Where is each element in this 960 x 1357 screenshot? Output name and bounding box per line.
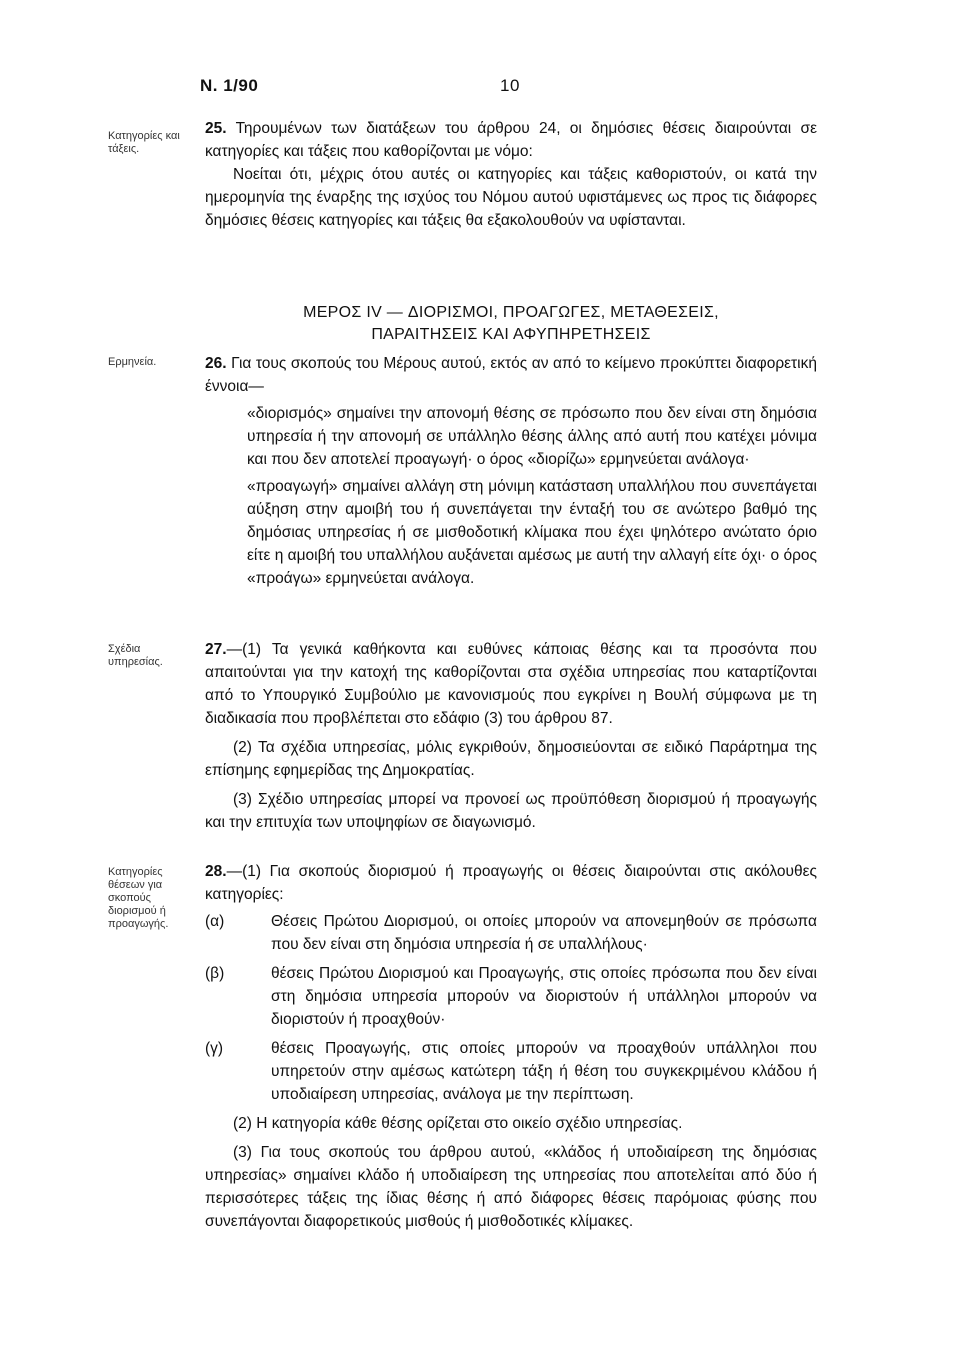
section-27 — [205, 638, 817, 834]
section-28-sub-2: (2) Η κατηγορία κάθε θέσης ορίζεται στο οικείο σχέδιο υπηρεσίας. — [233, 1115, 683, 1132]
definition-appointment: «διορισμός» σημαίνει την απονομή θέσης σε πρόσωπο που δεν είναι στη δημόσια υπηρεσία ή την απονομή σε υπάλληλο θέσης άλλης από αυτή που κατέχει μόνιμα και που δεν αποτελεί προαγωγή· ο όρος «διορίζω» ερμηνεύεται ανάλογα· — [247, 405, 817, 468]
section-26-intro-text: Για τους σκοπούς του Μέρους αυτού, εκτός αν από το κείμενο προκύπτει διαφορετική έννοια— — [205, 355, 817, 395]
section-28-item-b — [205, 962, 817, 1031]
section-28-sub-1-text: —(1) Για σκοπούς διορισμού ή προαγωγής οι θέσεις διαιρούνται στις ακόλουθες κατηγορίες: — [205, 863, 817, 903]
section-27-sub-1 — [205, 638, 817, 730]
section-25-number: 25. — [205, 120, 227, 137]
margin-note-post-categories: Κατηγορίες θέσεων για σκοπούς διορισμού ή προαγωγής. — [108, 866, 169, 930]
section-28-item-a — [205, 910, 817, 956]
section-27-sub-1-text: —(1) Τα γενικά καθήκοντα και ευθύνες κάποιας θέσης και τα προσόντα που απαιτούνται για την κατοχή της καθορίζονται στα σχέδια υπηρεσίας που καταρτίζονται από το Υπουργικό Συμβούλιο με κανονισμούς που εγκρίνει η Βουλή σύμφωνα με τη διαδικασία που προβλέπεται στο εδάφιο (3) του άρθρου 87. — [205, 641, 817, 727]
section-28 — [205, 860, 817, 1233]
section-25 — [205, 117, 817, 232]
item-text: θέσεις Πρώτου Διορισμού και Προαγωγής, στις οποίες πρόσωπα που δεν είναι στη δημόσια υπηρεσία μπορούν να διοριστούν ή υπάλληλοι μπορούν να διοριστούν ή προαχθούν· — [271, 965, 817, 1028]
item-text: θέσεις Προαγωγής, στις οποίες μπορούν να προαχθούν υπάλληλοι που υπηρετούν στην αμέσως κατώτερη τάξη ή θέση του συγκεκριμένου κλάδου ή υποδιαίρεση υπηρεσίας, ανάλογα με την περίπτωση. — [271, 1040, 817, 1103]
item-label: (γ) — [205, 1040, 224, 1057]
definition-promotion: «προαγωγή» σημαίνει αλλάγη στη μόνιμη κατάσταση υπαλλήλου που συνεπάγεται αύξηση στην αμοιβή του ή συνεπάγεται την ένταξή του σε ανώτερο βαθμό της δημόσιας υπηρεσίας ή σε μισθοδοτική κλίμακα που έχει ψηλότερο ανώτατο όριο είτε η αμοιβή του υπαλλήλου αυξάνεται αμέσως με αυτή την αλλαγή είτε όχι· ο όρος «προάγω» ερμηνεύεται ανάλογα. — [247, 478, 817, 587]
part-heading-line-2: ΠΑΡΑΙΤΗΣΕΙΣ ΚΑΙ ΑΦΥΠΗΡΕΤΗΣΕΙΣ — [371, 326, 651, 343]
margin-note-categories: Κατηγορίες και τάξεις. — [108, 130, 180, 155]
section-27-sub-2: (2) Τα σχέδια υπηρεσίας, μόλις εγκριθούν, δημοσιεύονται σε ειδικό Παράρτημα της επίσημης εφημερίδας της Δημοκρατίας. — [205, 739, 817, 779]
section-26-intro — [205, 352, 817, 398]
margin-note-service-plans: Σχέδια υπηρεσίας. — [108, 643, 163, 668]
part-heading — [205, 302, 817, 346]
section-27-sub-3: (3) Σχέδιο υπηρεσίας μπορεί να προνοεί ως προϋπόθεση διορισμού ή προαγωγής και την επιτυχία των υποψηφίων σε διαγωνισμό. — [205, 791, 817, 831]
section-25-para-2: Νοείται ότι, μέχρις ότου αυτές οι κατηγορίες και τάξεις καθοριστούν, οι κατά την ημερομηνία της έναρξης της ισχύος του Νόμου αυτού υφιστάμενες ως προς τις διάφορες δημόσιες θέσεις κατηγορίες και τάξεις θα εξακολουθούν να υφίστανται. — [205, 166, 817, 229]
item-text: Θέσεις Πρώτου Διορισμού, οι οποίες μπορούν να απονεμηθούν σε πρόσωπα που δεν είναι στη δημόσια υπηρεσία ή σε υπαλλήλους· — [271, 913, 817, 953]
part-heading-line-1: ΜΕΡΟΣ IV — ΔΙΟΡΙΣΜΟΙ, ΠΡΟΑΓΩΓΕΣ, ΜΕΤΑΘΕΣΕΙΣ, — [303, 304, 719, 321]
section-28-item-c — [205, 1037, 817, 1106]
item-label: (α) — [205, 913, 225, 930]
section-28-sub-1 — [205, 860, 817, 906]
section-27-number: 27. — [205, 641, 227, 658]
section-26 — [205, 352, 817, 590]
section-25-para-1 — [205, 117, 817, 163]
section-28-sub-3: (3) Για τους σκοπούς του άρθρου αυτού, «κλάδος ή υποδιαίρεση της δημόσιας υπηρεσίας» σημαίνει κλάδο ή υποδιαίρεση της υπηρεσίας που αποτελείται από δύο ή περισσότερες τάξεις της ίδιας θέσης ή από διάφορες θέσεις παρόμοιας φύσης που συνεπάγονται διαφορετικούς μισθούς ή μισθοδοτικές κλίμακες. — [205, 1144, 817, 1230]
section-28-number: 28. — [205, 863, 227, 880]
section-25-text-1: Τηρουμένων των διατάξεων του άρθρου 24, οι δημόσιες θέσεις διαιρούνται σε κατηγορίες και τάξεις που καθορίζονται με νόμο: — [205, 120, 818, 160]
law-number: N. 1/90 — [200, 76, 259, 95]
section-26-number: 26. — [205, 355, 227, 372]
page-number: 10 — [500, 76, 520, 95]
item-label: (β) — [205, 965, 225, 982]
margin-note-definitions: Ερμηνεία. — [108, 356, 157, 368]
